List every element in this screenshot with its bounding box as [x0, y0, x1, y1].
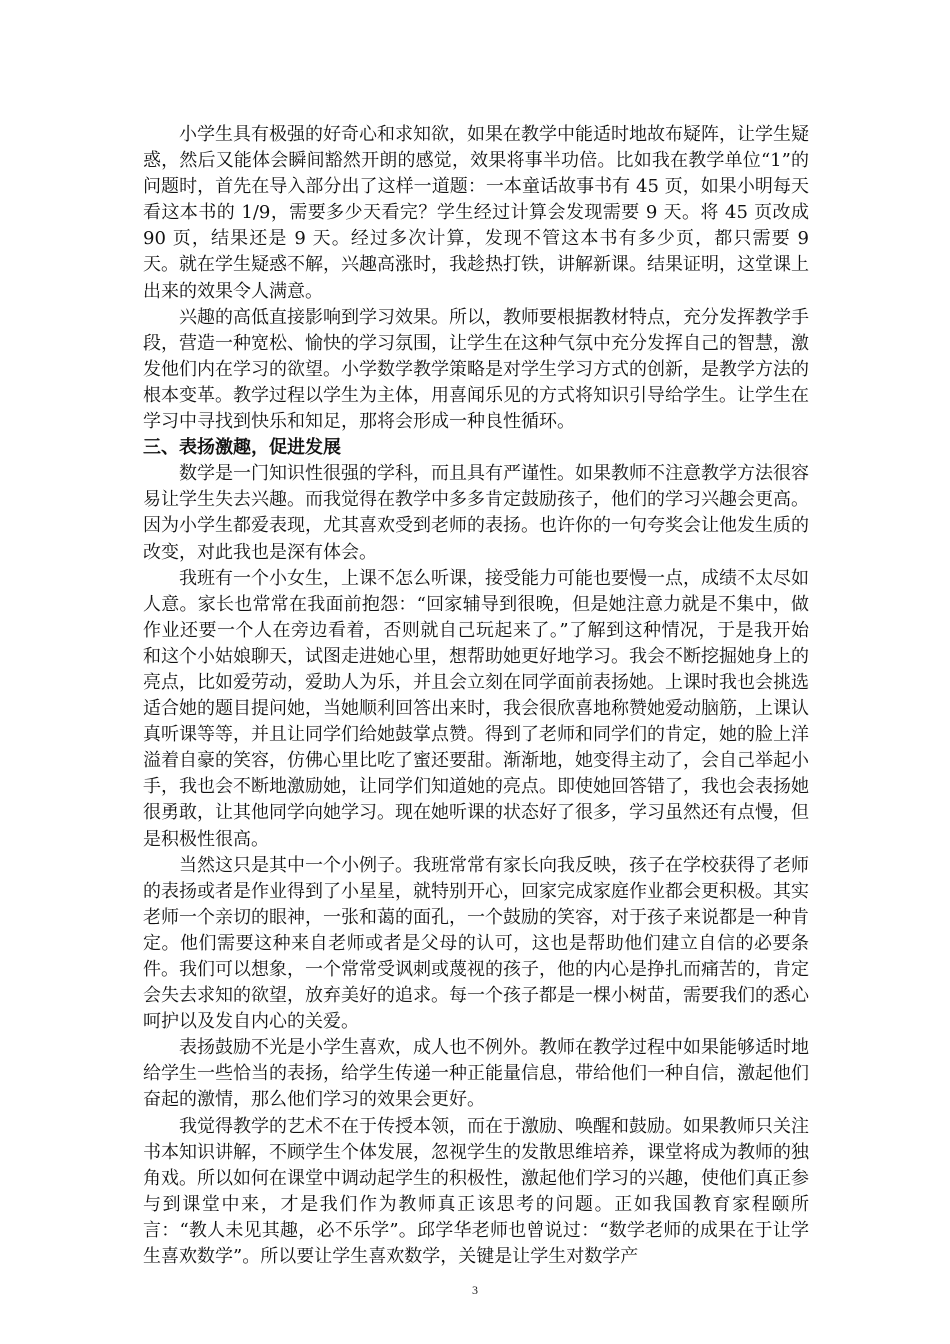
document-body — [143, 122, 809, 1270]
section-heading: 三、表扬激趣，促进发展 — [143, 437, 341, 459]
paragraph: 我班有一个小女生，上课不怎么听课，接受能力可能也要慢一点，成绩不太尽如人意。家长也常常在我面前抱怨：“回家辅导到很晚，但是她注意力就是不集中，做作业还要一个人在旁边看着，否则就自己玩起来了。”了解到这种情况，于是我开始和这个小姑娘聊天，试图走进她心里，想帮助她更好地学习。我会不断挖掘她身上的亮点，比如爱劳动，爱助人为乐，并且会立刻在同学面前表扬她。上课时我也会挑选适合她的题目提问她，当她顺利回答出来时，我会很欣喜地称赞她爱动脑筋，上课认真听课等等，并且让同学们给她鼓掌点赞。得到了老师和同学们的肯定，她的脸上洋溢着自豪的笑容，仿佛心里比吃了蜜还要甜。渐渐地，她变得主动了，会自己举起小手，我也会不断地激励她，让同学们知道她的亮点。即使她回答错了，我也会表扬她很勇敢，让其他同学向她学习。现在她听课的状态好了很多，学习虽然还有点慢，但是积极性很高。 — [143, 567, 809, 850]
paragraph: 兴趣的高低直接影响到学习效果。所以，教师要根据教材特点，充分发挥教学手段，营造一种宽松、愉快的学习氛围，让学生在这种气氛中充分发挥自己的智慧，激发他们内在学习的欲望。小学数学教学策略是对学生学习方式的创新，是教学方法的根本变革。教学过程以学生为主体，用喜闻乐见的方式将知识引导给学生。让学生在学习中寻找到快乐和知足，那将会形成一种良性循环。 — [143, 306, 809, 433]
paragraph: 表扬鼓励不光是小学生喜欢，成人也不例外。教师在教学过程中如果能够适时地给学生一些恰当的表扬，给学生传递一种正能量信息，带给他们一种自信，激起他们奋起的激情，那么他们学习的效果会更好。 — [143, 1037, 809, 1111]
page-number: 3 — [472, 1283, 478, 1297]
paragraph: 小学生具有极强的好奇心和求知欲，如果在教学中能适时地故布疑阵，让学生疑惑，然后又能体会瞬间豁然开朗的感觉，效果将事半功倍。比如我在教学单位“1”的问题时，首先在导入部分出了这样一道题：一本童话故事书有 45 页，如果小明每天看这本书的 1/9，需要多少天看完？学生经过计算会发现需要 9 天。将 45 页改成 90 页，结果还是 9 天。经过多次计算，发现不管这本书有多少页，都只需要 9 天。就在学生疑惑不解，兴趣高涨时，我趁热打铁，讲解新课。结果证明，这堂课上出来的效果令人满意。 — [143, 124, 809, 302]
paragraph: 当然这只是其中一个小例子。我班常常有家长向我反映，孩子在学校获得了老师的表扬或者是作业得到了小星星，就特别开心，回家完成家庭作业都会更积极。其实老师一个亲切的眼神，一张和蔼的面孔，一个鼓励的笑容，对于孩子来说都是一种肯定。他们需要这种来自老师或者是父母的认可，这也是帮助他们建立自信的必要条件。我们可以想象，一个常常受讽刺或蔑视的孩子，他的内心是挣扎而痛苦的，肯定会失去求知的欲望，放弃美好的追求。每一个孩子都是一棵小树苗，需要我们的悉心呵护以及发自内心的关爱。 — [143, 854, 809, 1033]
paragraph: 我觉得教学的艺术不在于传授本领，而在于激励、唤醒和鼓励。如果教师只关注书本知识讲解，不顾学生个体发展，忽视学生的发散思维培养，课堂将成为教师的独角戏。所以如何在课堂中调动起学生的积极性，激起他们学习的兴趣，使他们真正参与到课堂中来，才是我们作为教师真正该思考的问题。正如我国教育家程颐所言：“教人未见其趣，必不乐学”。邱学华老师也曾说过：“数学老师的成果在于让学生喜欢数学”。所以要让学生喜欢数学，关键是让学生对数学产 — [143, 1115, 809, 1268]
paragraph: 数学是一门知识性很强的学科，而且具有严谨性。如果教师不注意教学方法很容易让学生失去兴趣。而我觉得在教学中多多肯定鼓励孩子，他们的学习兴趣会更高。因为小学生都爱表现，尤其喜欢受到老师的表扬。也许你的一句夸奖会让他发生质的改变，对此我也是深有体会。 — [143, 463, 809, 563]
